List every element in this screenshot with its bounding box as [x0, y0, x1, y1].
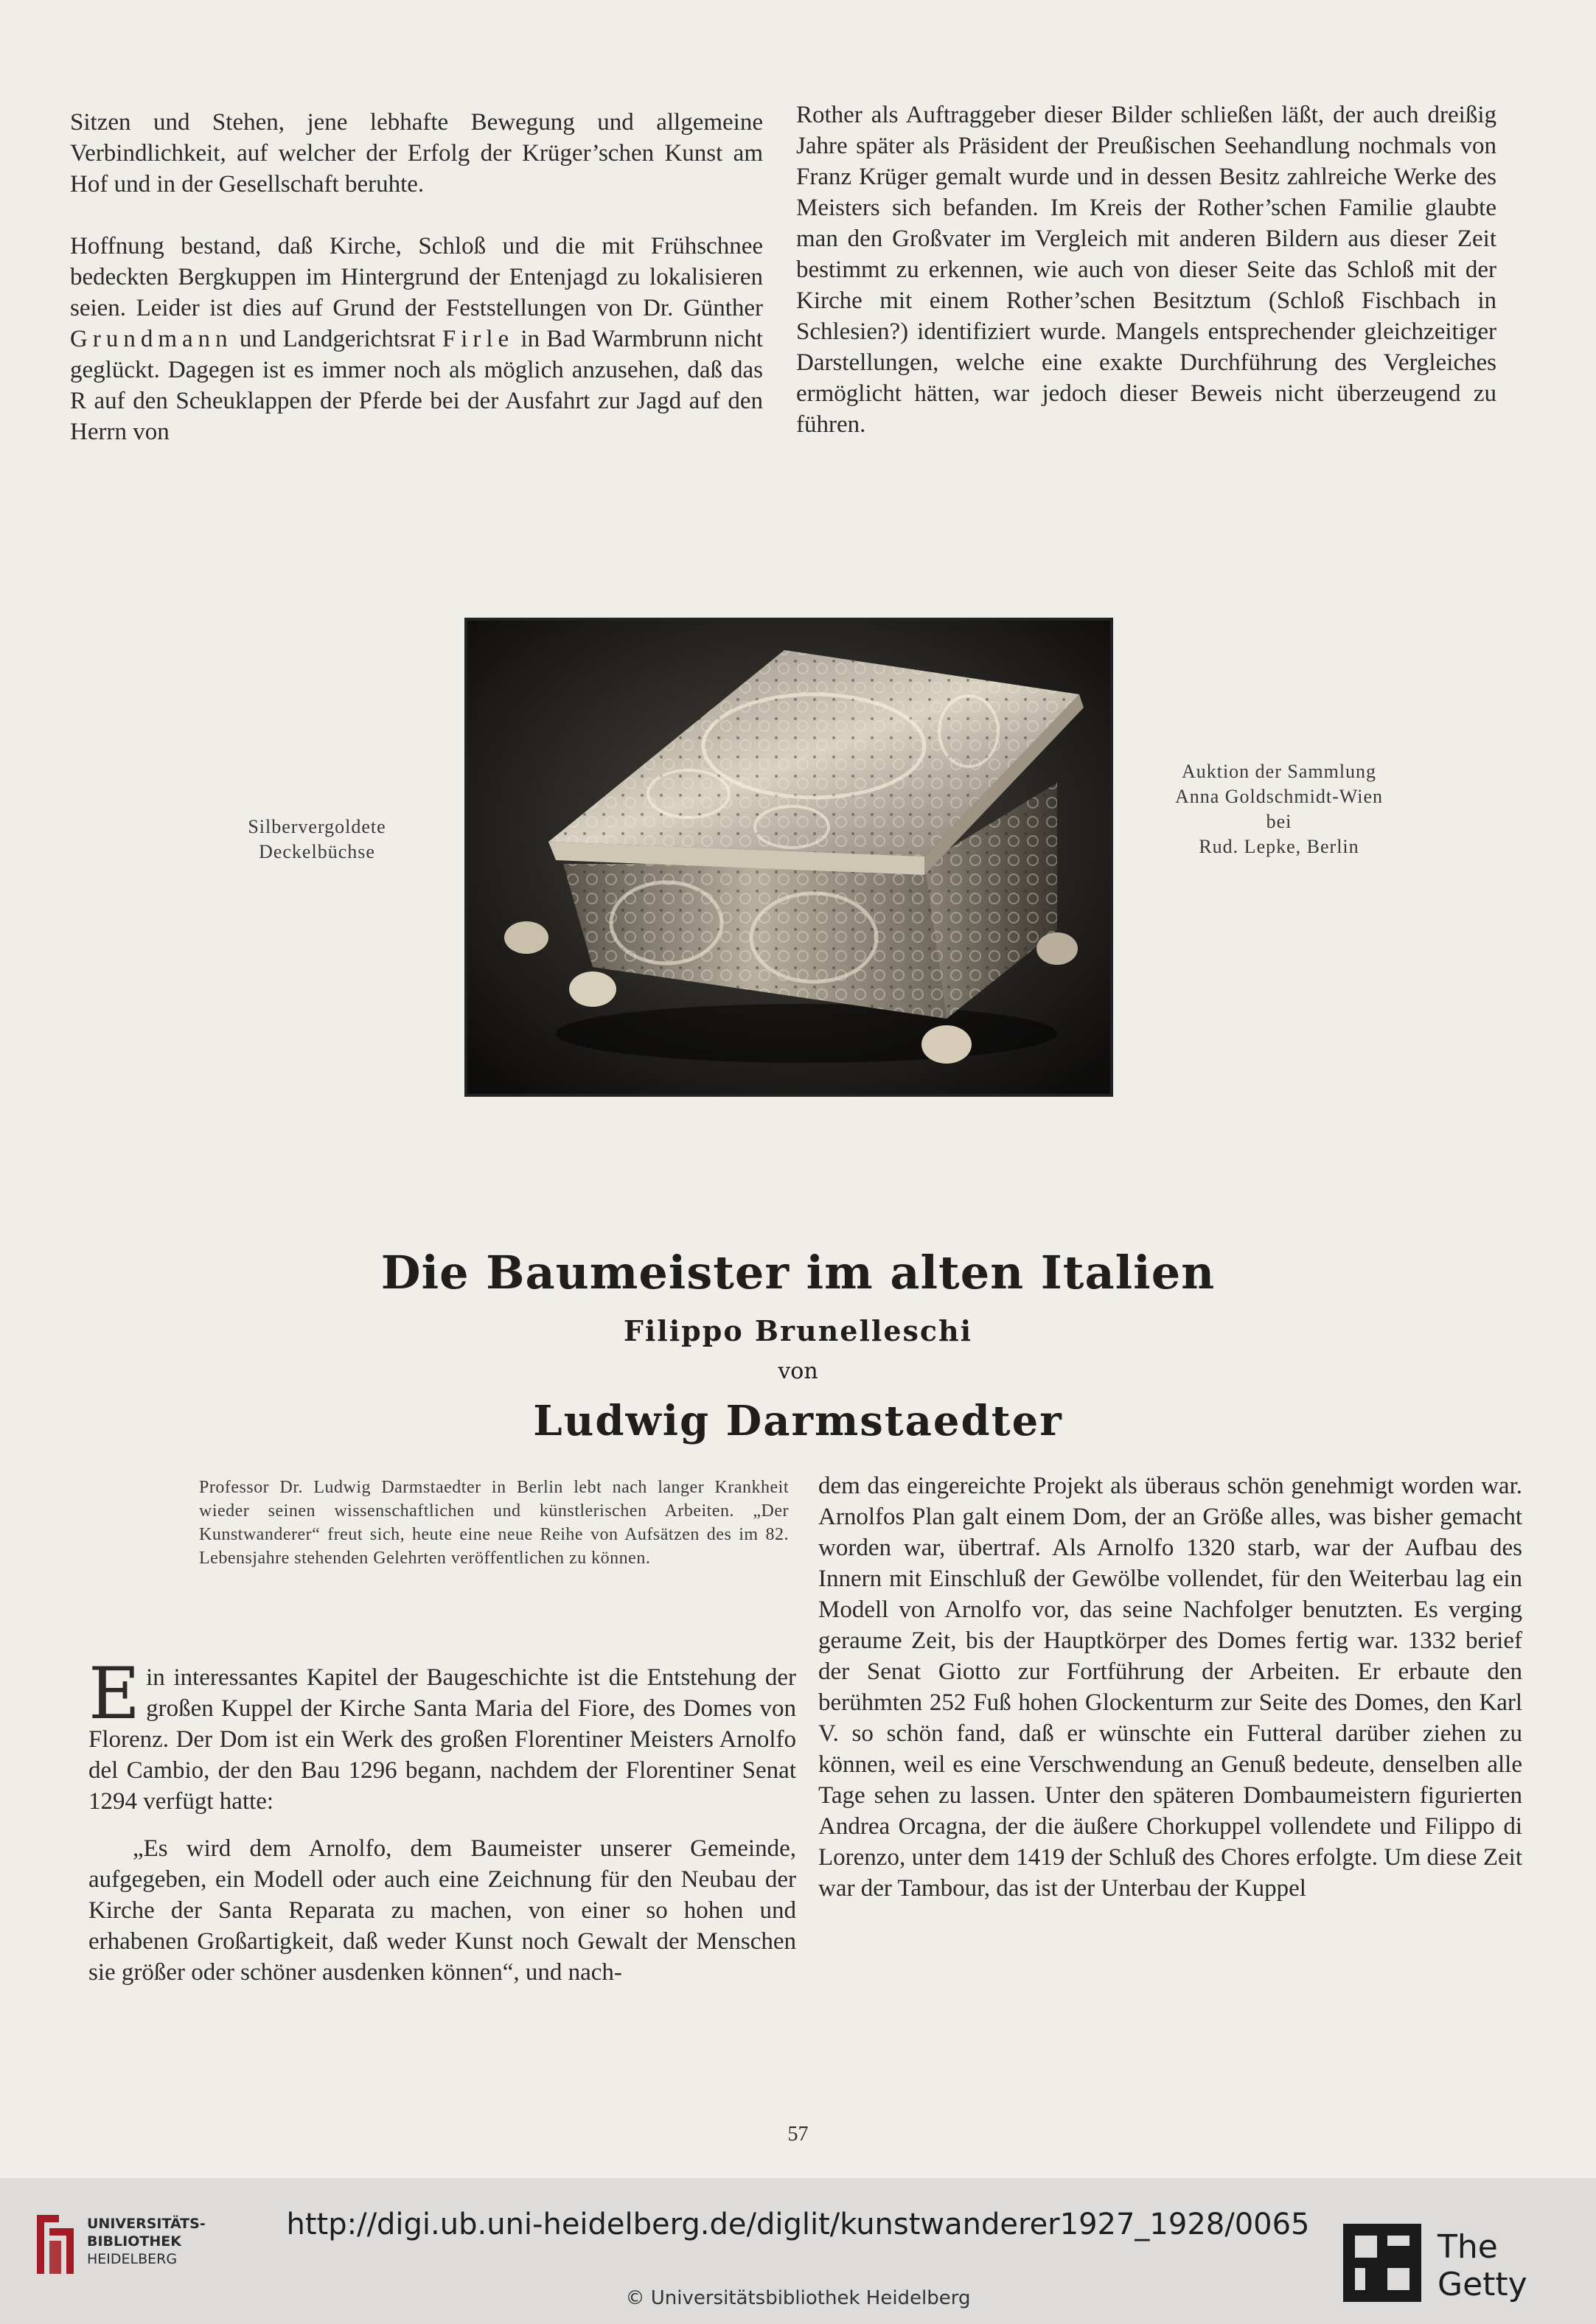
article-column-left [88, 1653, 796, 1988]
photo-caption-right: Auktion der Sammlung Anna Goldschmidt-Wien bei Rud. Lepke, Berlin [1174, 761, 1384, 857]
casket-photo-illustration [467, 621, 1110, 1094]
photo-silver-gilt-box [464, 618, 1113, 1097]
paragraph: Rother als Auftraggeber dieser Bilder schließen läßt, der auch dreißig Jahre später als Präsident der Preußischen Seehandlung nochmals von Franz Krüger gemalt wurde und in dessen Besitz zahlreiche Werke des Meisters sich befanden. Im Kreis der Rother’schen Familie glaubte man den Großvater im Vergleich mit anderen Bildern aus dieser Zeit bestimmt zu erkennen, wie auch von dieser Seite das Schloß mit der Kirche mit einem Rother’schen Besitztum (Schloß Fischbach in Schlesien?) identifiziert wurde. Mangels entsprechender gleichzeitiger Darstellungen, welche eine exakte Durchführung des Vergleiches ermöglicht hätten, war jedoch dieser Beweis nicht überzeugend zu führen. [796, 102, 1496, 438]
copyright-notice: © Universitätsbibliothek Heidelberg [625, 2287, 971, 2309]
article-byline-von: von [778, 1358, 818, 1384]
digitization-footer [0, 2178, 1596, 2324]
university-library-name: UNIVERSITÄTS- BIBLIOTHEK HEIDELBERG [87, 2216, 206, 2267]
text-column-top-left [70, 107, 763, 447]
article-column-right [818, 1470, 1522, 1904]
permalink-url[interactable]: http://digi.ub.uni-heidelberg.de/diglit/kunstwanderer1927_1928/0065 [286, 2208, 1310, 2241]
getty-logo-icon [1342, 2222, 1423, 2303]
partner-name: The Getty [1438, 2228, 1527, 2303]
article-subtitle: Filippo Brunelleschi [623, 1314, 973, 1347]
person-name: Firle [442, 326, 515, 352]
page-number: 57 [787, 2123, 809, 2146]
drop-cap: E [88, 1653, 141, 1735]
person-name: Grundmann [70, 326, 233, 352]
paragraph: dem das eingereichte Projekt als überaus schön genehmigt worden war. Arnolfos Plan galt einem Dom, der an Größe alles, was bisher gemacht worden war, übertraf. Als Arnolfo 1320 starb, war der Aufbau des Innern mit Einschluß der Gewölbe vollendet, für den Weiterbau lag ein Modell von Arnolfo vor, das seine Nachfolger benutzten. Es verging geraume Zeit, bis der Hauptkörper des Domes fertig war. 1332 berief der Senat Giotto zur Fortführung der Arbeiten. Er erbaute den berühmten 252 Fuß hohen Glockenturm zur Seite des Domes, den Karl V. so schön fand, daß er wünschte ein Futteral darüber ziehen zu können, weil es eine Verschwendung an Genuß bedeute, denselben alle Tage sehen zu lassen. Unter den späteren Dombaumeistern figurierten Andrea Orcagna, der die äußere Chorkuppel vollendete und Filippo di Lorenzo, unter dem 1419 der Schluß des Chores erfolgte. Um diese Zeit war der Tambour, das ist der Unterbau der Kuppel [818, 1473, 1522, 1902]
paragraph: Hoffnung bestand, daß Kirche, Schloß und die mit Frühschnee bedeckten Bergkuppen im Hintergrund der Entenjagd zu lokalisieren seien. Leider ist dies auf Grund der Feststellungen von Dr. Günther Grundmann und Landgerichtsrat Firle in Bad Warmbrunn nicht geglückt. Dagegen ist es immer noch als möglich anzusehen, daß das R auf den Scheuklappen der Pferde bei der Ausfahrt zur Jagd auf den Herrn von [70, 233, 764, 445]
paragraph: „Es wird dem Arnolfo, dem Baumeister unserer Gemeinde, aufgegeben, ein Modell oder auch eine Zeichnung für den Neubau der Kirche der Santa Reparata zu machen, von einer so hohen und erhabenen Großartigkeit, daß weder Kunst noch Gewalt der Menschen sie größer oder schöner ausdenken können“, und nach- [88, 1835, 796, 1986]
article-author: Ludwig Darmstaedter [533, 1397, 1063, 1445]
photo-caption-left: Silbervergoldete Deckelbüchse [248, 816, 386, 862]
editor-note: Professor Dr. Ludwig Darmstaedter in Berlin lebt nach langer Krankheit wieder seinen wissenschaftlichen und künstlerischen Arbeiten. „Der Kunstwanderer“ freut sich, heute eine neue Reihe von Aufsätzen des im 82. Lebensjahre stehenden Gelehrten veröffentlichen zu können. [199, 1478, 789, 1568]
paragraph: Sitzen und Stehen, jene lebhafte Bewegung und allgemeine Verbindlichkeit, auf welcher der Erfolg der Krüger’schen Kunst am Hof und in der Gesellschaft beruhte. [70, 109, 763, 198]
article-title: Die Baumeister im alten Italien [380, 1246, 1216, 1299]
text-column-top-right [796, 100, 1496, 440]
paragraph: Ein interessantes Kapitel der Baugeschichte ist die Entstehung der großen Kuppel der Kirche Santa Maria del Fiore, des Domes von Florenz. Der Dom ist ein Werk des großen Florentiner Meisters Arnolfo del Cambio, der den Bau 1296 begann, nachdem der Florentiner Senat 1294 verfügt hatte: [88, 1653, 796, 1815]
